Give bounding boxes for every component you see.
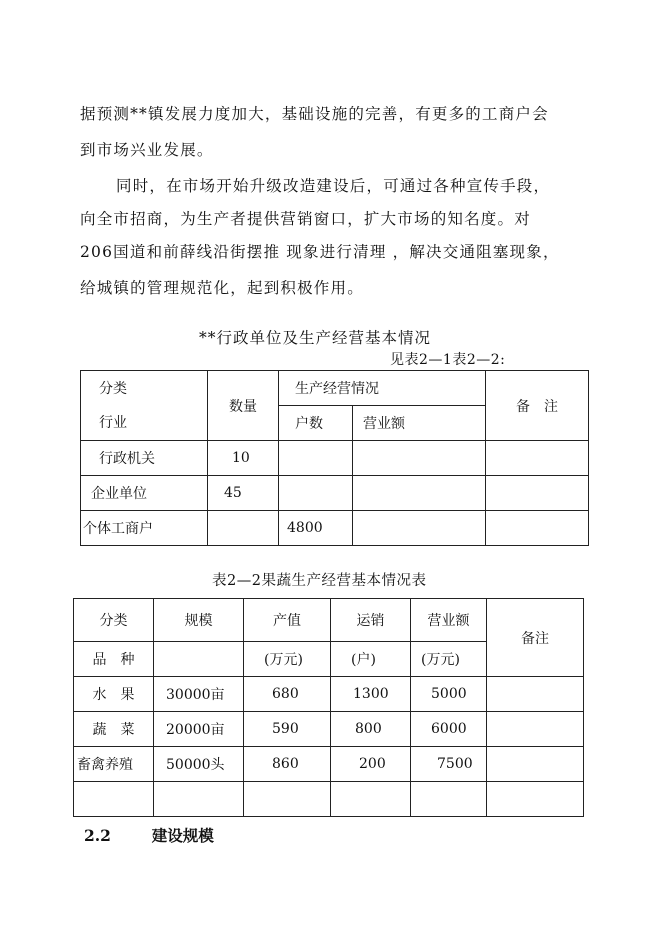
table2-cell-transport: 1300 [331, 677, 411, 712]
table2-cell-output: 860 [244, 747, 331, 782]
table2-empty-cell [487, 782, 584, 817]
paragraph-line-5: 206国道和前薛线沿街摆推 现象进行清理 ，解决交通阻塞现象， [80, 243, 560, 261]
table1-cell-name: 企业单位 [81, 476, 208, 511]
table2-header-transport-unit: (户) [331, 642, 411, 677]
paragraph-line-6: 给城镇的管理规范化，起到积极作用。 [80, 279, 364, 297]
table2-cell-remark [487, 712, 584, 747]
table2-cell-remark [487, 677, 584, 712]
table1-cell-count: 45 [208, 476, 279, 511]
table-row [74, 712, 584, 747]
table2-empty-cell [411, 782, 487, 817]
paragraph-line-1: 据预测**镇发展力度加大，基础设施的完善，有更多的工商户会 [80, 105, 549, 123]
table2-header-transport: 运销 [331, 599, 411, 642]
table2-header-category: 分类 [74, 599, 154, 642]
table1-cell-revenue [353, 476, 486, 511]
table2-cell-transport: 200 [331, 747, 411, 782]
table2-cell-name: 畜禽养殖 [74, 747, 154, 782]
table1-reference: 见表2—1表2—2: [390, 352, 506, 368]
table1-header-households: 户数 [279, 406, 353, 441]
table2-empty-cell [154, 782, 244, 817]
table2-header-remark: 备注 [487, 599, 584, 677]
table2-title: 表2—2果蔬生产经营基本情况表 [212, 573, 427, 589]
table1-header-revenue: 营业额 [353, 406, 486, 441]
table1-header-industry-label: 行业 [99, 414, 127, 431]
table2-header-scale-unit [154, 642, 244, 677]
table2-empty-cell [244, 782, 331, 817]
table2-header-output-unit: (万元) [244, 642, 331, 677]
table1-header-remark: 备 注 [486, 371, 589, 441]
table1-cell-revenue [353, 511, 486, 546]
paragraph-line-4: 向全市招商，为生产者提供营销窗口，扩大市场的知名度。对 [80, 210, 531, 228]
table1-header-row-1 [81, 371, 589, 406]
paragraph-line-2: 到市场兴业发展。 [80, 141, 214, 159]
table2-cell-name: 水 果 [74, 677, 154, 712]
table2-cell-remark [487, 747, 584, 782]
table2-cell-scale: 20000亩 [154, 712, 244, 747]
table2-header-revenue: 营业额 [411, 599, 487, 642]
table2-empty-cell [74, 782, 154, 817]
table2-header-scale: 规模 [154, 599, 244, 642]
table1-cell-remark [486, 511, 589, 546]
table-row [81, 511, 589, 546]
table1-cell-count [208, 511, 279, 546]
section-title: 建设规模 [151, 826, 214, 845]
table1 [80, 370, 589, 546]
table-row [81, 441, 589, 476]
table2-cell-transport: 800 [331, 712, 411, 747]
table2-cell-output: 590 [244, 712, 331, 747]
table2-cell-scale: 50000头 [154, 747, 244, 782]
table2-cell-scale: 30000亩 [154, 677, 244, 712]
table1-header-production: 生产经营情况 [279, 371, 486, 406]
table-row [74, 677, 584, 712]
table1-header-category-label: 分类 [99, 380, 127, 397]
table-row [74, 747, 584, 782]
table1-header-count: 数量 [208, 371, 279, 441]
table1-cell-remark [486, 476, 589, 511]
table1-title: **行政单位及生产经营基本情况 [199, 329, 432, 347]
table1-cell-name: 行政机关 [81, 441, 208, 476]
table1-cell-households [279, 441, 353, 476]
table1-cell-revenue [353, 441, 486, 476]
table2 [73, 598, 584, 817]
table2-cell-output: 680 [244, 677, 331, 712]
section-heading [84, 824, 214, 846]
table2-header-variety: 品 种 [74, 642, 154, 677]
table1-cell-remark [486, 441, 589, 476]
table1-cell-count: 10 [208, 441, 279, 476]
section-number: 2.2 [84, 826, 111, 845]
table2-cell-name: 蔬 菜 [74, 712, 154, 747]
table1-header-category [81, 371, 208, 441]
table2-header-output: 产值 [244, 599, 331, 642]
table2-header-revenue-unit: (万元) [411, 642, 487, 677]
table1-cell-households: 4800 [279, 511, 353, 546]
table1-cell-households [279, 476, 353, 511]
table2-cell-revenue: 7500 [411, 747, 487, 782]
table-row [74, 782, 584, 817]
table2-header-row-1 [74, 599, 584, 642]
table1-cell-name: 个体工商户 [81, 511, 208, 546]
table-row [81, 476, 589, 511]
table2-cell-revenue: 6000 [411, 712, 487, 747]
table2-empty-cell [331, 782, 411, 817]
table2-cell-revenue: 5000 [411, 677, 487, 712]
paragraph-line-3: 同时，在市场开始升级改造建设后，可通过各种宣传手段， [116, 177, 551, 195]
